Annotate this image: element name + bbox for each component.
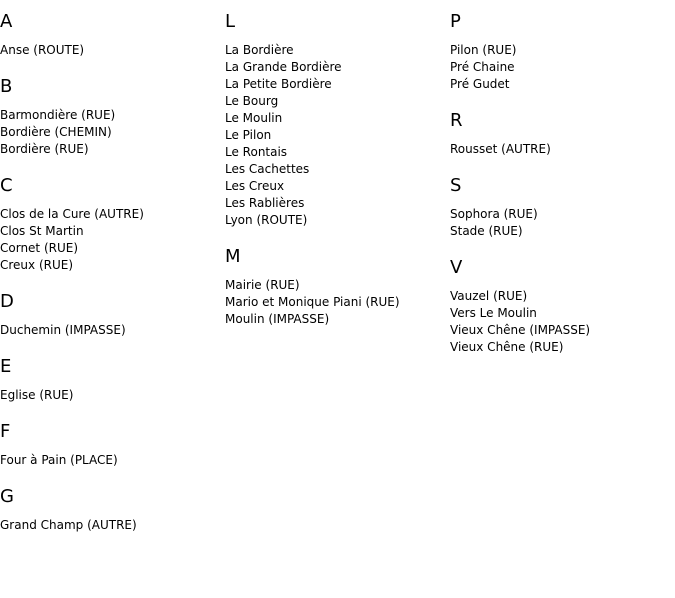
street-link[interactable]: Vieux Chêne (IMPASSE) xyxy=(450,323,591,337)
street-link[interactable]: La Bordière xyxy=(225,43,294,57)
street-link[interactable]: Les Creux xyxy=(225,179,285,193)
street-link[interactable]: La Grande Bordière xyxy=(225,60,342,74)
letter-heading: E xyxy=(0,356,12,377)
street-link[interactable]: Clos de la Cure (AUTRE) xyxy=(0,207,144,221)
street-link[interactable]: Bordière (RUE) xyxy=(0,142,89,156)
letter-group xyxy=(225,246,450,328)
letter-heading: V xyxy=(450,257,463,278)
letter-group xyxy=(450,110,675,158)
street-link[interactable]: Duchemin (IMPASSE) xyxy=(0,323,126,337)
street-link[interactable]: Vieux Chêne (RUE) xyxy=(450,340,564,354)
letter-group xyxy=(0,486,225,534)
street-link[interactable]: Le Moulin xyxy=(225,111,283,125)
street-link[interactable]: Les Rablières xyxy=(225,196,305,210)
letter-group xyxy=(0,11,225,59)
street-link[interactable]: Cornet (RUE) xyxy=(0,241,79,255)
street-link[interactable]: Mario et Monique Piani (RUE) xyxy=(225,295,400,309)
street-link[interactable]: Vers Le Moulin xyxy=(450,306,537,320)
street-link[interactable]: Mairie (RUE) xyxy=(225,278,300,292)
street-link[interactable]: Grand Champ (AUTRE) xyxy=(0,518,137,532)
street-link[interactable]: Stade (RUE) xyxy=(450,224,523,238)
street-link[interactable]: Clos St Martin xyxy=(0,224,84,238)
street-link[interactable]: La Petite Bordière xyxy=(225,77,332,91)
letter-group xyxy=(225,11,450,229)
letter-group xyxy=(0,291,225,339)
street-link[interactable]: Four à Pain (PLACE) xyxy=(0,453,118,467)
letter-heading: G xyxy=(0,486,14,507)
letter-heading: C xyxy=(0,175,13,196)
street-link[interactable]: Barmondière (RUE) xyxy=(0,108,116,122)
street-link[interactable]: Eglise (RUE) xyxy=(0,388,74,402)
letter-heading: B xyxy=(0,76,13,97)
letter-heading: S xyxy=(450,175,462,196)
street-link[interactable]: Vauzel (RUE) xyxy=(450,289,528,303)
letter-heading: P xyxy=(450,11,461,32)
street-link[interactable]: Le Pilon xyxy=(225,128,272,142)
letter-heading: M xyxy=(225,246,241,267)
letter-group xyxy=(0,421,225,469)
street-link[interactable]: Bordière (CHEMIN) xyxy=(0,125,112,139)
street-link[interactable]: Anse (ROUTE) xyxy=(0,43,85,57)
street-index-column-1 xyxy=(0,0,225,551)
letter-group xyxy=(0,76,225,158)
street-link[interactable]: Les Cachettes xyxy=(225,162,310,176)
street-link[interactable]: Le Rontais xyxy=(225,145,288,159)
street-link[interactable]: Creux (RUE) xyxy=(0,258,74,272)
street-link[interactable]: Le Bourg xyxy=(225,94,279,108)
street-index-column-2 xyxy=(225,0,450,345)
letter-heading: A xyxy=(0,11,13,32)
letter-heading: F xyxy=(0,421,11,442)
street-link[interactable]: Lyon (ROUTE) xyxy=(225,213,308,227)
street-link[interactable]: Moulin (IMPASSE) xyxy=(225,312,330,326)
street-link[interactable]: Sophora (RUE) xyxy=(450,207,538,221)
letter-group xyxy=(450,257,675,356)
street-link[interactable]: Rousset (AUTRE) xyxy=(450,142,551,156)
street-index-column-3 xyxy=(450,0,675,373)
letter-heading: L xyxy=(225,11,236,32)
letter-group xyxy=(0,356,225,404)
street-link[interactable]: Pré Chaine xyxy=(450,60,515,74)
letter-heading: D xyxy=(0,291,14,312)
letter-heading: R xyxy=(450,110,463,131)
letter-group xyxy=(450,11,675,93)
street-link[interactable]: Pilon (RUE) xyxy=(450,43,517,57)
letter-group xyxy=(450,175,675,240)
street-link[interactable]: Pré Gudet xyxy=(450,77,510,91)
letter-group xyxy=(0,175,225,274)
